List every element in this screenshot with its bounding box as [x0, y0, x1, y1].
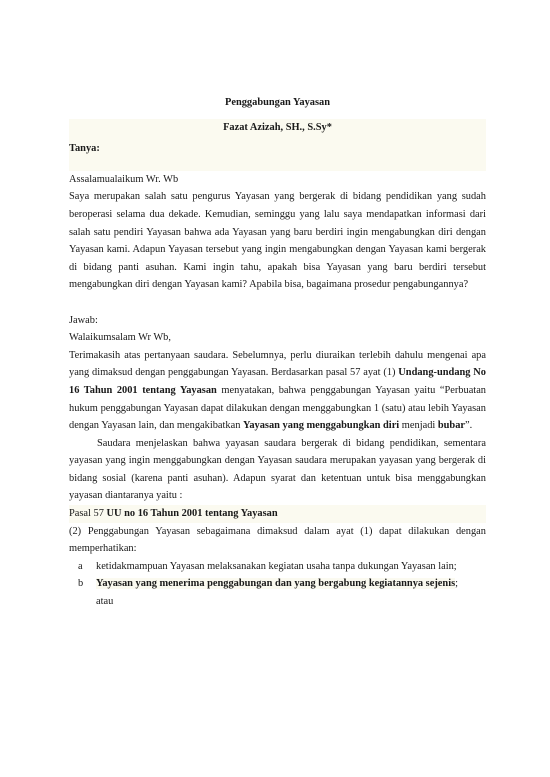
list-item-text: ; — [455, 578, 459, 590]
question-label: Tanya: — [69, 143, 100, 155]
author-line: Fazat Azizah, SH., S.Sy* — [223, 121, 332, 133]
answer-p1-text-a: Terimakasih atas pertanyaan saudara. Sebelumnya, perlu diuraikan terlebih dahulu mengenai apa yang dimaksud dengan penggabungan Yayasan. Berdasarkan pasal 57 ayat (1) — [69, 349, 486, 379]
answer-p1-text-b: menyatakan, bahwa penggabungan Yayasan yaitu “Perbuatan hukum penggabungan Yayasan dapat dilakukan dengan menggabungkan 1 (satu) atau lebih Yayasan dengan Yayasan lain, dan mengakibatkan — [69, 384, 486, 432]
list-marker: a — [78, 560, 83, 572]
list-item-tail: atau — [96, 596, 114, 608]
header-block — [69, 119, 486, 171]
question-body: Saya merupakan salah satu pengurus Yayasan yang bergerak di bidang pendidikan yang sudah beroperasi selama dua dekade. Kemudian, seminggu yang lalu saya mendapatkan informasi dari salah satu pendiri Yayasan bahwa ada Yayasan yang baru berdiri ingin mengabungkan diri dengan Yayasan kami. Adapun Yayasan tersebut yang ingin mengabungkan dengan Yayasan kami bergerak di bidang panti asuhan. Kami ingin tahu, apakah bisa Yayasan yang baru berdiri tersebut mengabungkan diri dengan Yayasan kami? Apabila bisa, bagaimana prosedur pengabungannya? — [69, 191, 486, 291]
list-item-text: ketidakmampuan Yayasan melaksanakan kegiatan usaha tanpa dukungan Yayasan lain; — [96, 560, 457, 572]
pasal-law: UU no 16 Tahun 2001 tentang Yayasan — [106, 508, 278, 520]
list-item — [69, 575, 486, 610]
emphasis-merging-yayasan: Yayasan yang menggabungkan diri — [243, 420, 400, 432]
answer-p1-text-c: menjadi — [399, 420, 438, 432]
list-item-bold-text: Yayasan yang menerima penggabungan dan yang bergabung kegiatannya sejenis — [96, 578, 456, 590]
list-marker: b — [78, 578, 84, 590]
list-item — [69, 558, 486, 576]
answer-greeting: Walaikumsalam Wr Wb, — [69, 332, 171, 344]
document-content — [69, 94, 486, 611]
ayat-2: (2) Penggabungan Yayasan sebagaimana dimaksud dalam ayat (1) dapat dilakukan dengan memperhatikan: — [69, 525, 486, 555]
emphasis-bubar: bubar — [437, 420, 466, 432]
answer-paragraph-1 — [69, 347, 486, 435]
law-reference: Undang-undang No 16 Tahun 2001 tentang Yayasan — [69, 367, 486, 396]
pasal-prefix: Pasal 57 — [69, 508, 107, 520]
answer-label: Jawab: — [69, 314, 98, 326]
answer-paragraph-2: Saudara menjelaskan bahwa yayasan saudara bergerak di bidang pendidikan, sementara yayasan yang ingin menggabungkan dengan Yayasan saudara merupakan yayasan yang bergerak di bidang sosial (karena panti asuhan). Adapun syarat dan ketentuan untuk bisa menggabungkan yayasan diantaranya yaitu : — [69, 437, 486, 502]
document-title: Penggabungan Yayasan — [225, 97, 330, 108]
answer-p1-text-d: ”. — [465, 420, 473, 432]
pasal-heading — [69, 505, 486, 523]
spacer — [69, 294, 486, 312]
question-greeting: Assalamualaikum Wr. Wb — [69, 173, 179, 185]
requirements-list — [69, 558, 486, 611]
